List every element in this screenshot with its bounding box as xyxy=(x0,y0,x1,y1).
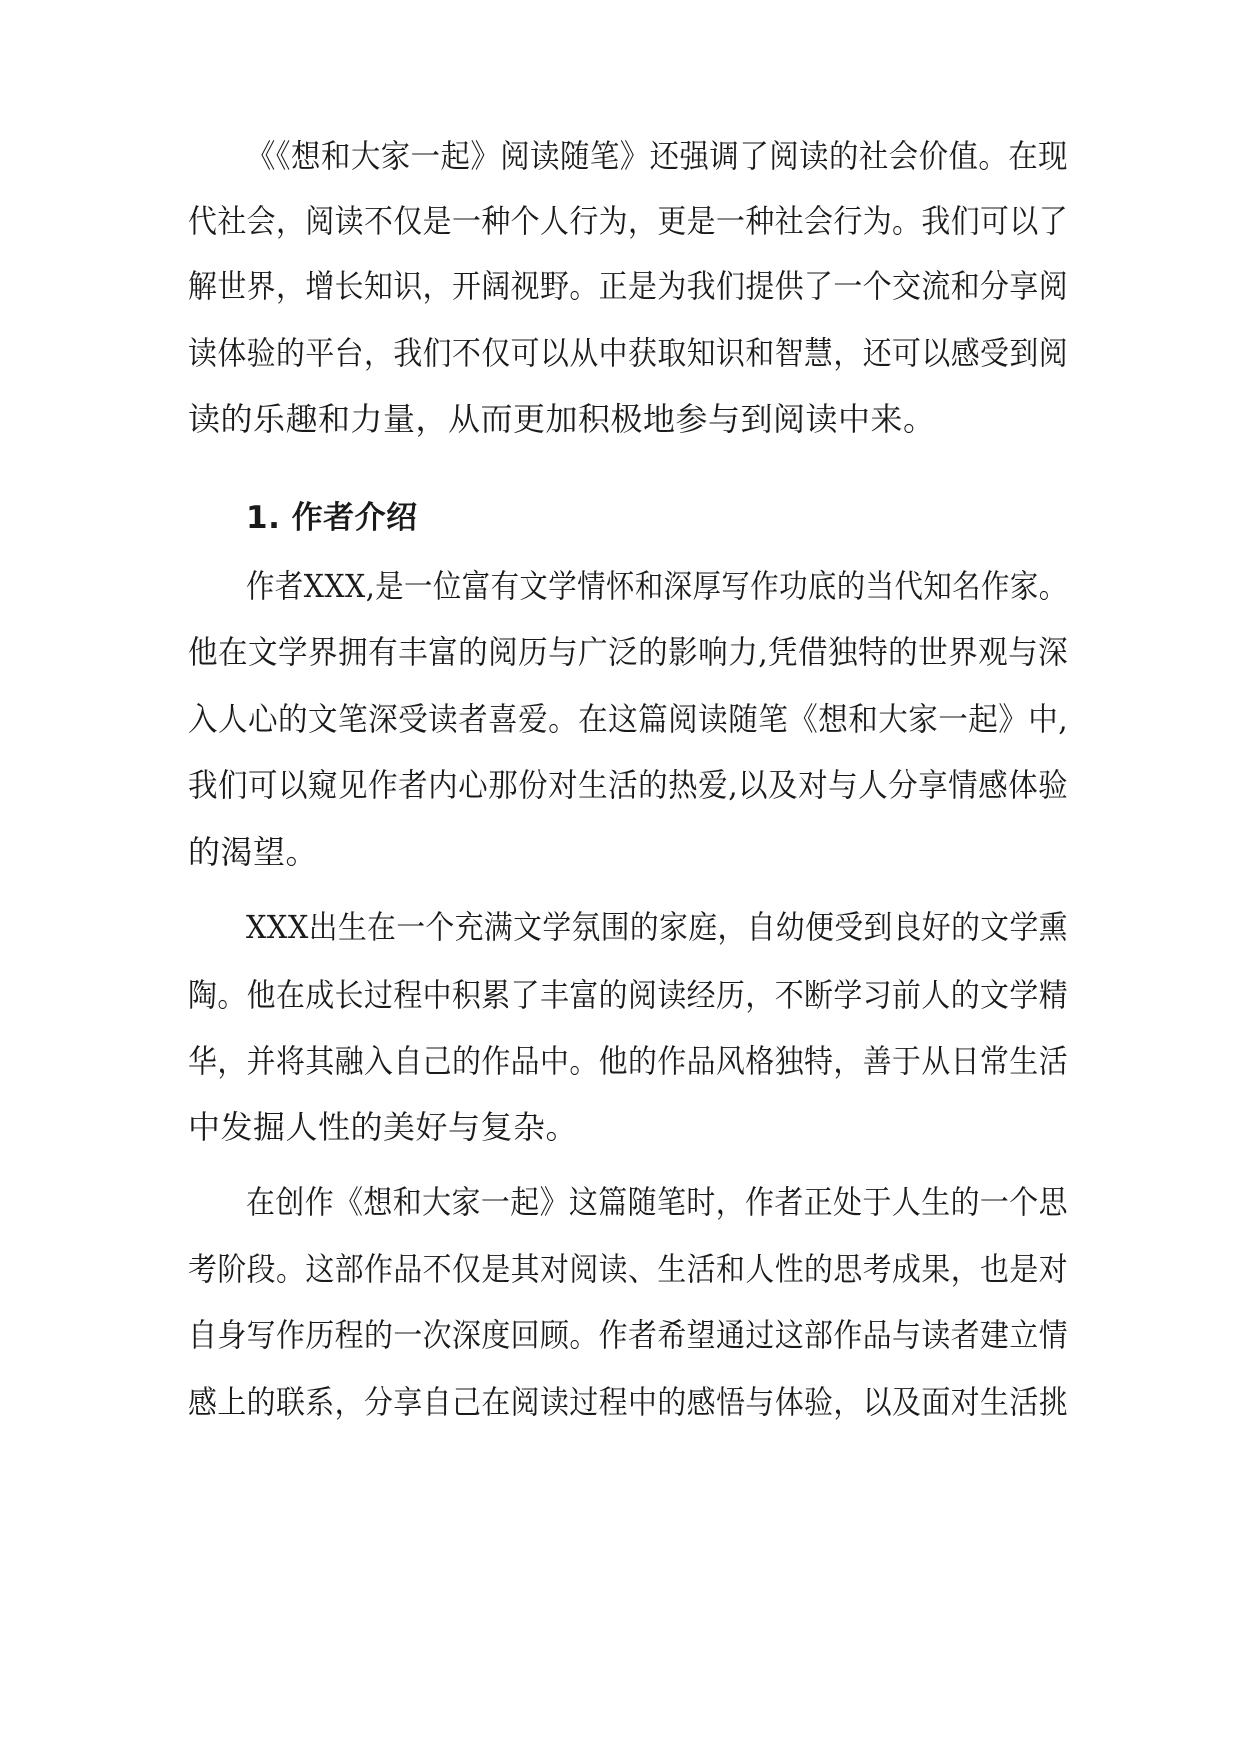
paragraph-2-line-2: 他在文学界拥有丰富的阅历与广泛的影响力,凭借独特的世界观与深 xyxy=(188,633,1069,671)
paragraph-3-line-1: XXX出生在一个充满文学氛围的家庭，自幼便受到良好的文学熏 xyxy=(246,908,1068,946)
paragraph-2-line-3: 入人心的文笔深受读者喜爱。在这篇阅读随笔《想和大家一起》中, xyxy=(188,700,1069,738)
paragraph-4-line-2: 考阶段。这部作品不仅是其对阅读、生活和人性的思考成果，也是对 xyxy=(188,1250,1069,1288)
paragraph-1-line-3: 解世界，增长知识，开阔视野。正是为我们提供了一个交流和分享阅 xyxy=(188,267,1069,305)
paragraph-4-line-1: 在创作《想和大家一起》这篇随笔时，作者正处于人生的一个思 xyxy=(246,1183,1069,1221)
paragraph-1-line-4: 读体验的平台，我们不仅可以从中获取知识和智慧，还可以感受到阅 xyxy=(188,334,1069,372)
paragraph-3-line-2: 陶。他在成长过程中积累了丰富的阅读经历，不断学习前人的文学精 xyxy=(188,976,1069,1014)
paragraph-4-line-4: 感上的联系，分享自己在阅读过程中的感悟与体验，以及面对生活挑 xyxy=(188,1383,1069,1421)
paragraph-4-line-3: 自身写作历程的一次深度回顾。作者希望通过这部作品与读者建立情 xyxy=(188,1316,1069,1354)
paragraph-2-line-1: 作者XXX,是一位富有文学情怀和深厚写作功底的当代知名作家。 xyxy=(246,567,1068,605)
paragraph-1-line-5: 读的乐趣和力量，从而更加积极地参与到阅读中来。 xyxy=(188,400,936,438)
paragraph-3-line-3: 华，并将其融入自己的作品中。他的作品风格独特，善于从日常生活 xyxy=(188,1042,1069,1080)
paragraph-2-line-5: 的渴望。 xyxy=(188,833,319,871)
paragraph-3-line-4: 中发掘人性的美好与复杂。 xyxy=(188,1108,579,1146)
paragraph-1-line-2: 代社会，阅读不仅是一种个人行为，更是一种社会行为。我们可以了 xyxy=(188,202,1069,240)
paragraph-1-line-1: 《《想和大家一起》阅读随笔》还强调了阅读的社会价值。在现 xyxy=(246,137,1069,175)
paragraph-2-line-4: 我们可以窥见作者内心那份对生活的热爱,以及对与人分享情感体验 xyxy=(188,766,1069,804)
section-heading: 1. 作者介绍 xyxy=(246,500,418,536)
